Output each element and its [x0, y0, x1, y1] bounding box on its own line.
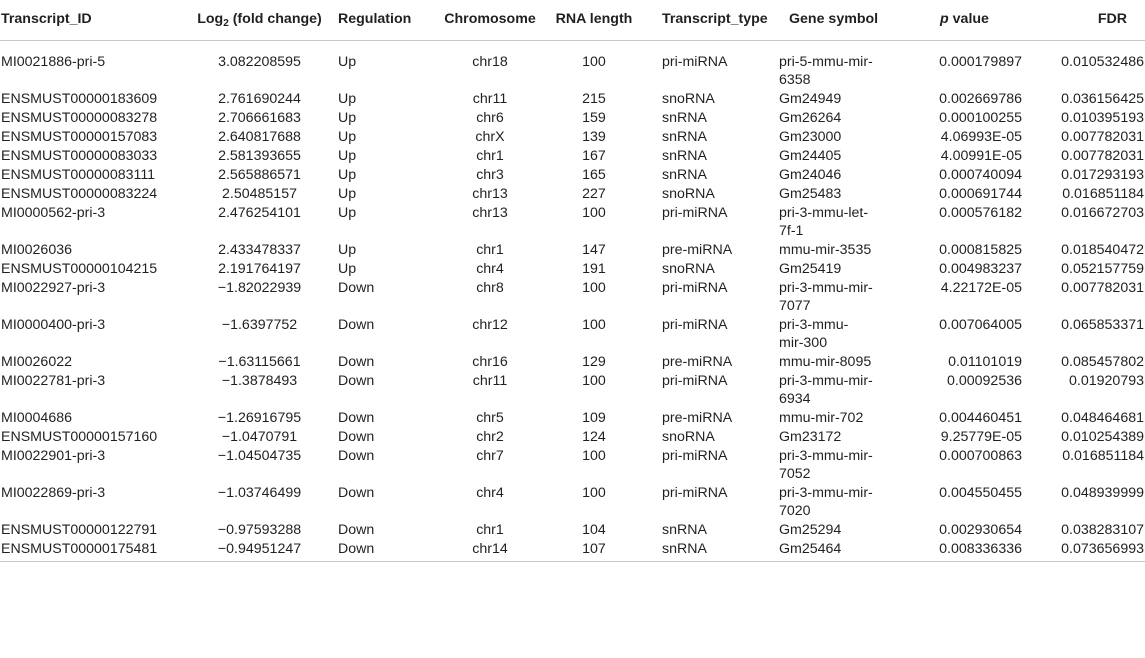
cell-p-value: 0.000700863	[939, 447, 1022, 464]
cell-p-value: 4.06993E-05	[940, 128, 1022, 145]
header-chromosome: Chromosome	[436, 0, 544, 40]
cell-gene-symbol: pri-3-mmu- mir-300	[779, 316, 849, 351]
cell-chromosome: chr14	[436, 539, 544, 562]
table-row	[0, 165, 1145, 184]
header-gene-symbol: Gene symbol	[777, 0, 905, 40]
table-row	[0, 203, 1145, 240]
cell-transcript-type: snRNA	[662, 147, 707, 164]
cell-log2-fold-change: −1.0470791	[221, 428, 298, 445]
cell-rna-length: 124	[582, 428, 606, 445]
cell-rna-length: 191	[582, 260, 606, 277]
cell-regulation: Up	[338, 185, 357, 202]
cell-fdr: 0.01920793	[1069, 372, 1144, 389]
cell-transcript-id: MI0022927-pri-3	[1, 279, 106, 296]
cell-gene-symbol: mmu-mir-8095	[779, 353, 872, 370]
cell-gene-symbol: pri-5-mmu-mir- 6358	[779, 53, 873, 88]
cell-rna-length: 107	[544, 539, 644, 562]
cell-chromosome: chr8	[476, 279, 504, 296]
cell-fdr: 0.085457802	[1061, 353, 1144, 370]
cell-regulation: Up	[338, 241, 357, 258]
header-log2-fold-change: Log$_2$ (fold change)	[183, 0, 336, 40]
cell-log2-fold-change: −1.3878493	[221, 372, 298, 389]
header-fdr: FDR	[1035, 0, 1145, 40]
cell-regulation: Down	[338, 447, 375, 464]
cell-p-value: 0.004460451	[939, 409, 1022, 426]
cell-regulation: Up	[338, 204, 357, 221]
cell-regulation: Up	[338, 260, 357, 277]
cell-log2-fold-change: −1.82022939	[217, 279, 302, 296]
cell-fdr: 0.016672703	[1061, 204, 1144, 221]
cell-transcript-id: ENSMUST00000157083	[1, 128, 158, 145]
cell-rna-length: 227	[582, 185, 606, 202]
cell-gene-symbol: Gm24046	[779, 166, 842, 183]
table-row	[0, 315, 1145, 352]
cell-transcript-id: ENSMUST00000175481	[0, 539, 183, 562]
table-row	[0, 520, 1145, 539]
cell-rna-length: 100	[582, 316, 606, 333]
cell-fdr: 0.016851184	[1062, 447, 1144, 464]
cell-transcript-type: snoRNA	[662, 428, 715, 445]
cell-gene-symbol: pri-3-mmu-mir- 6934	[779, 372, 873, 407]
cell-gene-symbol: Gm23172	[779, 428, 842, 445]
cell-transcript-id: MI0022781-pri-3	[1, 372, 106, 389]
cell-transcript-type: snoRNA	[662, 185, 715, 202]
cell-p-value: 0.00092536	[947, 372, 1022, 389]
cell-p-value: 0.002930654	[939, 521, 1022, 538]
cell-gene-symbol: Gm25419	[779, 260, 842, 277]
cell-chromosome: chr13	[472, 204, 508, 221]
cell-p-value: 0.004550455	[939, 484, 1022, 501]
cell-log2-fold-change: 2.50485157	[222, 185, 297, 202]
cell-rna-length: 215	[582, 90, 606, 107]
cell-rna-length: 100	[582, 279, 606, 296]
cell-fdr: 0.010395193	[1061, 109, 1144, 126]
cell-fdr: 0.017293193	[1061, 166, 1144, 183]
table-row	[0, 108, 1145, 127]
cell-fdr: 0.018540472	[1061, 241, 1144, 258]
cell-gene-symbol: pri-3-mmu-let- 7f-1	[779, 204, 869, 239]
cell-gene-symbol: Gm23000	[779, 128, 842, 145]
cell-p-value: 0.01101019	[948, 353, 1022, 370]
cell-transcript-id: ENSMUST00000083278	[1, 109, 158, 126]
cell-rna-length: 100	[582, 447, 606, 464]
cell-chromosome: chrX	[475, 128, 505, 145]
cell-chromosome: chr11	[472, 372, 508, 389]
cell-gene-symbol: Gm25464	[777, 539, 905, 562]
cell-log2-fold-change: 2.565886571	[218, 166, 301, 183]
cell-p-value: 0.000179897	[939, 53, 1022, 70]
cell-gene-symbol: pri-3-mmu-mir- 7077	[779, 279, 873, 314]
cell-chromosome: chr7	[476, 447, 504, 464]
header-transcript-id: Transcript_ID	[0, 0, 183, 40]
cell-log2-fold-change: 2.191764197	[218, 260, 301, 277]
cell-fdr: 0.073656993	[1035, 539, 1145, 562]
cell-p-value: 4.22172E-05	[940, 279, 1022, 296]
cell-gene-symbol: pri-3-mmu-mir- 7020	[779, 484, 873, 519]
table-row	[0, 89, 1145, 108]
cell-p-value: 4.00991E-05	[940, 147, 1022, 164]
cell-transcript-id: MI0022869-pri-3	[1, 484, 106, 501]
cell-rna-length: 139	[582, 128, 606, 145]
cell-transcript-id: ENSMUST00000183609	[1, 90, 158, 107]
cell-fdr: 0.048464681	[1061, 409, 1144, 426]
cell-fdr: 0.007782031	[1061, 279, 1144, 296]
cell-log2-fold-change: −0.94951247	[183, 539, 336, 562]
cell-fdr: 0.038283107	[1061, 521, 1144, 538]
cell-transcript-type: snoRNA	[662, 260, 715, 277]
cell-fdr: 0.052157759	[1061, 260, 1144, 277]
cell-fdr: 0.007782031	[1061, 128, 1144, 145]
header-row	[0, 0, 1145, 40]
cell-transcript-type: snRNA	[662, 166, 707, 183]
cell-chromosome: chr1	[476, 241, 504, 258]
cell-fdr: 0.016851184	[1062, 185, 1144, 202]
cell-gene-symbol: Gm25483	[779, 185, 842, 202]
cell-transcript-id: ENSMUST00000157160	[1, 428, 158, 445]
cell-transcript-id: MI0026036	[1, 241, 72, 258]
cell-log2-fold-change: 2.706661683	[218, 109, 301, 126]
cell-log2-fold-change: 2.581393655	[218, 147, 301, 164]
cell-rna-length: 100	[582, 53, 606, 70]
cell-transcript-type: snRNA	[662, 109, 707, 126]
cell-transcript-type: snRNA	[662, 521, 707, 538]
cell-transcript-id: MI0000562-pri-3	[1, 204, 106, 221]
cell-regulation: Down	[338, 521, 375, 538]
cell-gene-symbol: Gm24949	[779, 90, 842, 107]
cell-regulation: Up	[338, 128, 357, 145]
table-row	[0, 127, 1145, 146]
cell-transcript-id: MI0026022	[1, 353, 72, 370]
cell-regulation: Down	[338, 484, 375, 501]
cell-p-value: 0.008336336	[905, 539, 1035, 562]
cell-gene-symbol: Gm25294	[779, 521, 842, 538]
cell-gene-symbol: Gm24405	[779, 147, 842, 164]
cell-rna-length: 159	[582, 109, 606, 126]
cell-chromosome: chr1	[476, 521, 504, 538]
cell-p-value: 0.007064005	[939, 316, 1022, 333]
table-body	[0, 40, 1145, 561]
cell-transcript-type: pre-miRNA	[662, 409, 733, 426]
cell-regulation: Up	[338, 147, 357, 164]
table-row	[0, 240, 1145, 259]
table-row	[0, 408, 1145, 427]
cell-regulation: Down	[338, 353, 375, 370]
header-regulation: Regulation	[336, 0, 436, 40]
header-rna-length: RNA length	[544, 0, 644, 40]
cell-regulation: Down	[338, 409, 375, 426]
cell-log2-fold-change: 3.082208595	[218, 53, 301, 70]
table-row	[0, 483, 1145, 520]
cell-transcript-id: MI0021886-pri-5	[1, 53, 106, 70]
cell-transcript-type: pri-miRNA	[662, 279, 728, 296]
cell-transcript-id: MI0004686	[1, 409, 72, 426]
cell-log2-fold-change: 2.761690244	[218, 90, 301, 107]
cell-regulation: Down	[338, 428, 375, 445]
cell-p-value: 0.004983237	[939, 260, 1022, 277]
table-row	[0, 427, 1145, 446]
cell-regulation: Down	[338, 279, 375, 296]
cell-transcript-type: pri-miRNA	[662, 204, 728, 221]
cell-log2-fold-change: −1.63115661	[218, 353, 301, 370]
cell-p-value: 0.000100255	[939, 109, 1022, 126]
cell-transcript-type: pri-miRNA	[662, 53, 728, 70]
cell-transcript-id: ENSMUST00000104215	[1, 260, 158, 277]
cell-transcript-type: pri-miRNA	[662, 316, 728, 333]
cell-transcript-id: ENSMUST00000083033	[1, 147, 158, 164]
cell-rna-length: 109	[582, 409, 606, 426]
cell-transcript-id: ENSMUST00000083111	[1, 166, 156, 183]
cell-log2-fold-change: −1.6397752	[221, 316, 298, 333]
cell-fdr: 0.036156425	[1061, 90, 1144, 107]
cell-p-value: 0.000740094	[939, 166, 1022, 183]
cell-chromosome: chr18	[472, 53, 508, 70]
cell-rna-length: 147	[582, 241, 606, 258]
cell-p-value: 0.000815825	[939, 241, 1022, 258]
header-transcript-type: Transcript_type	[644, 0, 777, 40]
cell-log2-fold-change: −0.97593288	[217, 521, 302, 538]
cell-gene-symbol: mmu-mir-702	[779, 409, 864, 426]
cell-rna-length: 100	[582, 484, 606, 501]
cell-chromosome: chr13	[472, 185, 508, 202]
cell-rna-length: 100	[582, 372, 606, 389]
cell-chromosome: chr4	[476, 260, 504, 277]
cell-log2-fold-change: 2.433478337	[218, 241, 301, 258]
cell-fdr: 0.010254389	[1061, 428, 1144, 445]
table-row	[0, 184, 1145, 203]
cell-log2-fold-change: −1.04504735	[217, 447, 302, 464]
cell-rna-length: 167	[582, 147, 606, 164]
cell-log2-fold-change: −1.26916795	[217, 409, 302, 426]
cell-regulation: Down	[338, 372, 375, 389]
cell-gene-symbol: mmu-mir-3535	[779, 241, 872, 258]
cell-fdr: 0.065853371	[1061, 316, 1144, 333]
cell-transcript-type: pri-miRNA	[662, 484, 728, 501]
cell-transcript-type: pre-miRNA	[662, 241, 733, 258]
cell-transcript-type: pri-miRNA	[662, 372, 728, 389]
table-row	[0, 146, 1145, 165]
cell-transcript-id: MI0022901-pri-3	[1, 447, 106, 464]
cell-chromosome: chr12	[472, 316, 508, 333]
table-row	[0, 352, 1145, 371]
cell-chromosome: chr16	[472, 353, 508, 370]
table-row	[0, 539, 1145, 562]
table-row	[0, 371, 1145, 408]
cell-gene-symbol: Gm26264	[779, 109, 842, 126]
cell-p-value: 9.25779E-05	[940, 428, 1022, 445]
cell-fdr: 0.048939999	[1061, 484, 1144, 501]
cell-log2-fold-change: 2.476254101	[218, 204, 301, 221]
cell-regulation: Down	[336, 539, 436, 562]
cell-transcript-id: ENSMUST00000122791	[1, 521, 158, 538]
cell-p-value: 0.000576182	[939, 204, 1022, 221]
cell-regulation: Down	[338, 316, 375, 333]
table-row	[0, 40, 1145, 89]
cell-transcript-id: MI0000400-pri-3	[1, 316, 106, 333]
cell-log2-fold-change: 2.640817688	[218, 128, 301, 145]
cell-transcript-type: pri-miRNA	[662, 447, 728, 464]
cell-rna-length: 100	[582, 204, 606, 221]
header-p-value: p value	[905, 0, 1035, 40]
table-row	[0, 259, 1145, 278]
cell-chromosome: chr6	[476, 109, 504, 126]
cell-chromosome: chr4	[476, 484, 504, 501]
cell-rna-length: 129	[582, 353, 606, 370]
cell-fdr: 0.007782031	[1061, 147, 1144, 164]
cell-rna-length: 165	[582, 166, 606, 183]
cell-transcript-type: snRNA	[662, 128, 707, 145]
cell-regulation: Up	[338, 166, 357, 183]
table-row	[0, 278, 1145, 315]
cell-chromosome: chr1	[476, 147, 504, 164]
cell-fdr: 0.010532486	[1061, 53, 1144, 70]
table-row	[0, 446, 1145, 483]
cell-transcript-type: snoRNA	[662, 90, 715, 107]
cell-chromosome: chr2	[476, 428, 504, 445]
cell-regulation: Up	[338, 90, 357, 107]
cell-p-value: 0.002669786	[939, 90, 1022, 107]
cell-log2-fold-change: −1.03746499	[217, 484, 302, 501]
cell-chromosome: chr11	[472, 90, 508, 107]
cell-transcript-type: snRNA	[644, 539, 777, 562]
cell-regulation: Up	[338, 53, 357, 70]
cell-regulation: Up	[338, 109, 357, 126]
cell-transcript-type: pre-miRNA	[662, 353, 733, 370]
cell-gene-symbol: pri-3-mmu-mir- 7052	[779, 447, 873, 482]
cell-rna-length: 104	[582, 521, 606, 538]
cell-transcript-id: ENSMUST00000083224	[1, 185, 158, 202]
cell-chromosome: chr5	[476, 409, 504, 426]
cell-p-value: 0.000691744	[939, 185, 1022, 202]
cell-chromosome: chr3	[476, 166, 504, 183]
